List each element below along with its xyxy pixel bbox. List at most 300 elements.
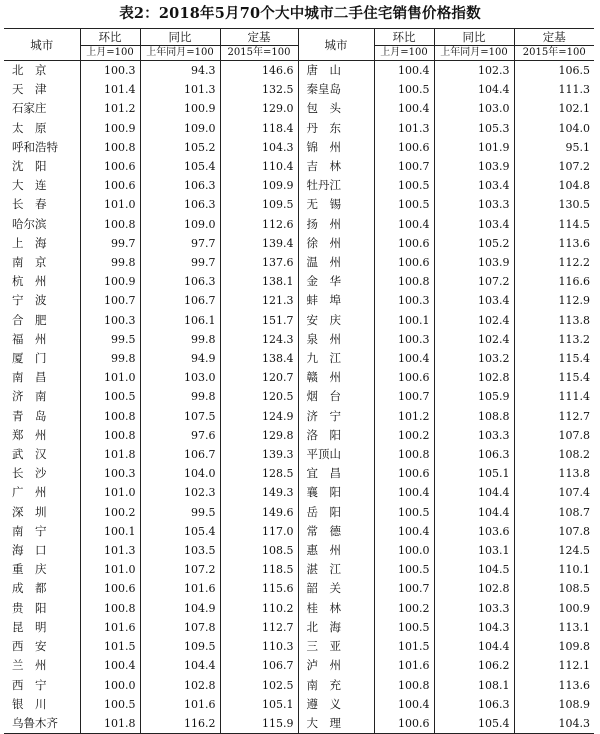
yoy-value-right: 103.0 — [434, 99, 514, 118]
city-right: 吉 林 — [298, 157, 374, 176]
table-row — [4, 234, 594, 253]
table-row — [4, 695, 594, 714]
mom-value-right: 100.4 — [374, 215, 434, 234]
base-value-right: 107.8 — [514, 522, 594, 541]
yoy-value-left: 109.0 — [140, 215, 220, 234]
base-value-right: 109.8 — [514, 637, 594, 656]
city-right: 岳 阳 — [298, 503, 374, 522]
mom-value-left: 100.9 — [80, 272, 140, 291]
city-left: 合 肥 — [12, 312, 47, 327]
city-left: 乌鲁木齐 — [12, 715, 58, 730]
mom-value-left: 101.0 — [80, 560, 140, 579]
yoy-value-right: 103.3 — [434, 426, 514, 445]
mom-value-right: 100.5 — [374, 503, 434, 522]
mom-value-left: 100.0 — [80, 676, 140, 695]
base-value-right: 106.5 — [514, 61, 594, 81]
yoy-value-right: 103.4 — [434, 215, 514, 234]
mom-value-left: 101.8 — [80, 714, 140, 733]
base-value-right: 111.4 — [514, 387, 594, 406]
table-row — [4, 503, 594, 522]
mom-value-right: 100.4 — [374, 99, 434, 118]
yoy-value-left: 104.4 — [140, 656, 220, 675]
base-value-left: 110.2 — [220, 599, 298, 618]
base-value-left: 109.9 — [220, 176, 298, 195]
mom-value-left: 100.3 — [80, 464, 140, 483]
city-left: 沈 阳 — [12, 159, 47, 174]
city-right: 烟 台 — [298, 387, 374, 406]
base-value-right: 115.4 — [514, 368, 594, 387]
city-right: 襄 阳 — [298, 483, 374, 502]
base-value-left: 110.4 — [220, 157, 298, 176]
base-value-left: 112.6 — [220, 215, 298, 234]
city-right: 徐 州 — [298, 234, 374, 253]
table-row — [4, 579, 594, 598]
city-right: 安 庆 — [298, 311, 374, 330]
city-right: 唐 山 — [298, 61, 374, 81]
mom-value-left: 101.5 — [80, 637, 140, 656]
base-value-left: 139.4 — [220, 234, 298, 253]
mom-value-left: 100.7 — [80, 291, 140, 310]
base-value-left: 109.5 — [220, 195, 298, 214]
yoy-value-right: 103.2 — [434, 349, 514, 368]
city-right: 遵 义 — [298, 695, 374, 714]
table-row — [4, 368, 594, 387]
base-value-left: 115.9 — [220, 714, 298, 733]
mom-header-left: 环比 — [80, 29, 140, 46]
city-right: 洛 阳 — [298, 426, 374, 445]
mom-value-right: 100.5 — [374, 195, 434, 214]
yoy-value-right: 103.3 — [434, 195, 514, 214]
yoy-subheader-left: 上年同月=100 — [140, 46, 220, 61]
base-value-right: 108.7 — [514, 503, 594, 522]
base-value-right: 112.1 — [514, 656, 594, 675]
city-left: 成 都 — [12, 581, 47, 596]
base-subheader-right: 2015年=100 — [514, 46, 594, 61]
mom-value-left: 101.0 — [80, 483, 140, 502]
base-value-left: 121.3 — [220, 291, 298, 310]
base-value-left: 120.5 — [220, 387, 298, 406]
yoy-value-left: 99.8 — [140, 387, 220, 406]
mom-value-left: 101.0 — [80, 195, 140, 214]
mom-value-right: 100.6 — [374, 368, 434, 387]
table-body — [4, 61, 594, 734]
city-left: 上 海 — [12, 235, 47, 250]
table-row — [4, 445, 594, 464]
city-right: 常 德 — [298, 522, 374, 541]
base-value-left: 128.5 — [220, 464, 298, 483]
table-row — [4, 176, 594, 195]
yoy-value-left: 106.3 — [140, 272, 220, 291]
base-value-left: 129.0 — [220, 99, 298, 118]
city-left: 重 庆 — [12, 562, 47, 577]
yoy-value-left: 100.9 — [140, 99, 220, 118]
city-left: 兰 州 — [12, 658, 47, 673]
base-value-left: 124.3 — [220, 330, 298, 349]
mom-value-right: 100.5 — [374, 80, 434, 99]
yoy-value-right: 101.9 — [434, 138, 514, 157]
yoy-value-right: 104.5 — [434, 560, 514, 579]
mom-value-right: 100.8 — [374, 676, 434, 695]
mom-value-right: 100.7 — [374, 157, 434, 176]
yoy-value-right: 106.2 — [434, 656, 514, 675]
base-value-right: 108.9 — [514, 695, 594, 714]
base-value-right: 113.1 — [514, 618, 594, 637]
yoy-value-right: 102.4 — [434, 311, 514, 330]
mom-value-right: 101.5 — [374, 637, 434, 656]
base-value-right: 108.5 — [514, 579, 594, 598]
table-row — [4, 714, 594, 733]
city-left: 石家庄 — [12, 101, 47, 116]
table-row — [4, 253, 594, 272]
table-title: 表2：2018年5月70个大中城市二手住宅销售价格指数 — [119, 5, 481, 22]
table-row — [4, 119, 594, 138]
mom-value-left: 100.5 — [80, 387, 140, 406]
city-right: 宜 昌 — [298, 464, 374, 483]
table-row — [4, 311, 594, 330]
city-left: 深 圳 — [12, 504, 47, 519]
mom-value-right: 100.5 — [374, 176, 434, 195]
base-value-left: 108.5 — [220, 541, 298, 560]
city-right: 无 锡 — [298, 195, 374, 214]
table-row — [4, 349, 594, 368]
mom-value-left: 101.8 — [80, 445, 140, 464]
yoy-value-left: 104.0 — [140, 464, 220, 483]
base-value-right: 115.4 — [514, 349, 594, 368]
base-value-left: 124.9 — [220, 407, 298, 426]
mom-value-right: 100.2 — [374, 599, 434, 618]
yoy-value-right: 106.3 — [434, 695, 514, 714]
yoy-value-right: 103.1 — [434, 541, 514, 560]
mom-value-right: 100.4 — [374, 349, 434, 368]
yoy-value-left: 107.2 — [140, 560, 220, 579]
yoy-value-left: 106.3 — [140, 176, 220, 195]
yoy-value-left: 107.5 — [140, 407, 220, 426]
base-value-left: 129.8 — [220, 426, 298, 445]
mom-value-left: 100.9 — [80, 119, 140, 138]
base-value-left: 118.4 — [220, 119, 298, 138]
city-left: 福 州 — [12, 331, 47, 346]
base-value-left: 106.7 — [220, 656, 298, 675]
mom-value-right: 100.1 — [374, 311, 434, 330]
mom-value-left: 100.8 — [80, 599, 140, 618]
base-value-right: 116.6 — [514, 272, 594, 291]
base-value-right: 102.1 — [514, 99, 594, 118]
city-left: 呼和浩特 — [12, 139, 58, 154]
yoy-value-left: 106.1 — [140, 311, 220, 330]
mom-value-right: 100.6 — [374, 464, 434, 483]
city-left: 南 昌 — [12, 370, 47, 385]
yoy-value-left: 107.8 — [140, 618, 220, 637]
base-value-right: 113.6 — [514, 676, 594, 695]
mom-value-right: 100.6 — [374, 138, 434, 157]
yoy-header-right: 同比 — [434, 29, 514, 46]
base-value-right: 130.5 — [514, 195, 594, 214]
yoy-value-left: 105.2 — [140, 138, 220, 157]
mom-value-left: 100.3 — [80, 61, 140, 81]
mom-value-left: 99.5 — [80, 330, 140, 349]
mom-value-left: 99.7 — [80, 234, 140, 253]
base-value-left: 138.4 — [220, 349, 298, 368]
yoy-value-right: 103.4 — [434, 176, 514, 195]
city-left: 天 津 — [12, 82, 47, 97]
base-value-right: 104.3 — [514, 714, 594, 733]
mom-value-left: 101.3 — [80, 541, 140, 560]
city-right: 平顶山 — [298, 445, 374, 464]
mom-value-left: 100.6 — [80, 176, 140, 195]
yoy-value-left: 94.9 — [140, 349, 220, 368]
yoy-value-left: 99.7 — [140, 253, 220, 272]
city-left: 宁 波 — [12, 293, 47, 308]
mom-value-right: 100.2 — [374, 426, 434, 445]
yoy-value-left: 104.9 — [140, 599, 220, 618]
table-row — [4, 272, 594, 291]
base-value-right: 112.7 — [514, 407, 594, 426]
mom-value-left: 100.3 — [80, 311, 140, 330]
mom-value-left: 101.2 — [80, 99, 140, 118]
base-value-left: 115.6 — [220, 579, 298, 598]
mom-value-right: 100.4 — [374, 695, 434, 714]
yoy-value-right: 105.9 — [434, 387, 514, 406]
table-row — [4, 464, 594, 483]
mom-value-left: 100.8 — [80, 407, 140, 426]
city-right: 蚌 埠 — [298, 291, 374, 310]
city-left: 太 原 — [12, 120, 47, 135]
yoy-value-left: 101.6 — [140, 579, 220, 598]
mom-value-right: 100.5 — [374, 618, 434, 637]
mom-value-right: 100.7 — [374, 579, 434, 598]
city-left: 贵 阳 — [12, 600, 47, 615]
yoy-value-right: 106.3 — [434, 445, 514, 464]
base-value-left: 105.1 — [220, 695, 298, 714]
table-row — [4, 80, 594, 99]
base-value-left: 104.3 — [220, 138, 298, 157]
table-row — [4, 426, 594, 445]
table-row — [4, 387, 594, 406]
base-value-right: 113.6 — [514, 234, 594, 253]
yoy-value-right: 103.9 — [434, 157, 514, 176]
city-right: 扬 州 — [298, 215, 374, 234]
base-value-left: 139.3 — [220, 445, 298, 464]
yoy-value-left: 106.7 — [140, 445, 220, 464]
table-row — [4, 541, 594, 560]
yoy-value-right: 104.4 — [434, 483, 514, 502]
yoy-value-left: 106.7 — [140, 291, 220, 310]
mom-value-right: 100.8 — [374, 445, 434, 464]
yoy-value-left: 99.8 — [140, 330, 220, 349]
city-right: 锦 州 — [298, 138, 374, 157]
yoy-value-left: 105.4 — [140, 157, 220, 176]
base-value-right: 107.4 — [514, 483, 594, 502]
city-right: 南 充 — [298, 676, 374, 695]
base-value-left: 110.3 — [220, 637, 298, 656]
base-value-right: 113.8 — [514, 311, 594, 330]
table-row — [4, 195, 594, 214]
mom-value-right: 100.8 — [374, 272, 434, 291]
yoy-value-right: 103.3 — [434, 599, 514, 618]
yoy-value-left: 105.4 — [140, 522, 220, 541]
mom-value-left: 101.4 — [80, 80, 140, 99]
yoy-value-left: 99.5 — [140, 503, 220, 522]
city-left: 青 岛 — [12, 408, 47, 423]
city-right: 秦皇岛 — [298, 80, 374, 99]
table-row — [4, 637, 594, 656]
base-value-right: 104.8 — [514, 176, 594, 195]
table-row — [4, 138, 594, 157]
table-row — [4, 407, 594, 426]
yoy-value-left: 103.0 — [140, 368, 220, 387]
yoy-value-right: 103.6 — [434, 522, 514, 541]
mom-value-right: 100.4 — [374, 522, 434, 541]
base-value-right: 111.3 — [514, 80, 594, 99]
mom-value-left: 101.0 — [80, 368, 140, 387]
city-left: 昆 明 — [12, 619, 47, 634]
yoy-subheader-right: 上年同月=100 — [434, 46, 514, 61]
yoy-value-right: 104.3 — [434, 618, 514, 637]
city-right: 湛 江 — [298, 560, 374, 579]
city-right: 赣 州 — [298, 368, 374, 387]
base-value-left: 118.5 — [220, 560, 298, 579]
mom-value-left: 100.8 — [80, 138, 140, 157]
mom-value-right: 100.7 — [374, 387, 434, 406]
mom-value-right: 101.3 — [374, 119, 434, 138]
yoy-value-right: 103.4 — [434, 291, 514, 310]
table-row — [4, 330, 594, 349]
city-left: 长 沙 — [12, 466, 47, 481]
city-left: 广 州 — [12, 485, 47, 500]
base-value-left: 151.7 — [220, 311, 298, 330]
yoy-value-left: 97.7 — [140, 234, 220, 253]
table-row — [4, 291, 594, 310]
mom-value-left: 100.4 — [80, 656, 140, 675]
mom-value-right: 100.0 — [374, 541, 434, 560]
base-value-right: 104.0 — [514, 119, 594, 138]
mom-value-right: 100.4 — [374, 483, 434, 502]
city-left: 南 京 — [12, 255, 47, 270]
yoy-value-right: 104.4 — [434, 80, 514, 99]
base-value-right: 124.5 — [514, 541, 594, 560]
base-value-left: 102.5 — [220, 676, 298, 695]
table-row — [4, 483, 594, 502]
yoy-value-right: 108.8 — [434, 407, 514, 426]
city-right: 三 亚 — [298, 637, 374, 656]
yoy-value-right: 102.3 — [434, 61, 514, 81]
city-left: 北 京 — [12, 63, 47, 77]
yoy-value-right: 105.1 — [434, 464, 514, 483]
yoy-value-right: 105.4 — [434, 714, 514, 733]
base-value-right: 113.2 — [514, 330, 594, 349]
mom-value-left: 100.6 — [80, 579, 140, 598]
yoy-value-left: 103.5 — [140, 541, 220, 560]
yoy-value-right: 108.1 — [434, 676, 514, 695]
city-left: 南 宁 — [12, 523, 47, 538]
yoy-value-right: 105.2 — [434, 234, 514, 253]
table-row — [4, 560, 594, 579]
city-left: 长 春 — [12, 197, 47, 212]
city-left: 杭 州 — [12, 274, 47, 289]
mom-value-right: 100.4 — [374, 61, 434, 81]
base-value-left: 120.7 — [220, 368, 298, 387]
yoy-value-right: 107.2 — [434, 272, 514, 291]
yoy-value-right: 104.4 — [434, 503, 514, 522]
base-value-right: 110.1 — [514, 560, 594, 579]
yoy-value-right: 102.8 — [434, 579, 514, 598]
mom-subheader-left: 上月=100 — [80, 46, 140, 61]
base-value-right: 95.1 — [514, 138, 594, 157]
yoy-value-right: 104.4 — [434, 637, 514, 656]
mom-subheader-right: 上月=100 — [374, 46, 434, 61]
city-left: 海 口 — [12, 543, 47, 558]
city-right: 金 华 — [298, 272, 374, 291]
city-left: 大 连 — [12, 178, 47, 193]
mom-value-left: 100.1 — [80, 522, 140, 541]
base-value-right: 107.8 — [514, 426, 594, 445]
mom-value-left: 100.8 — [80, 426, 140, 445]
base-value-left: 146.6 — [220, 61, 298, 81]
city-right: 九 江 — [298, 349, 374, 368]
city-right: 韶 关 — [298, 579, 374, 598]
yoy-value-left: 102.8 — [140, 676, 220, 695]
base-value-right: 107.2 — [514, 157, 594, 176]
city-right: 包 头 — [298, 99, 374, 118]
yoy-value-left: 94.3 — [140, 61, 220, 81]
table-row — [4, 215, 594, 234]
base-value-left: 149.6 — [220, 503, 298, 522]
yoy-value-right: 103.9 — [434, 253, 514, 272]
city-left: 西 安 — [12, 639, 47, 654]
mom-value-right: 100.5 — [374, 560, 434, 579]
mom-value-right: 100.6 — [374, 714, 434, 733]
yoy-value-left: 97.6 — [140, 426, 220, 445]
base-value-right: 114.5 — [514, 215, 594, 234]
mom-value-right: 101.2 — [374, 407, 434, 426]
base-value-right: 108.2 — [514, 445, 594, 464]
yoy-value-left: 109.0 — [140, 119, 220, 138]
city-right: 济 宁 — [298, 407, 374, 426]
mom-value-right: 100.3 — [374, 330, 434, 349]
mom-value-left: 99.8 — [80, 349, 140, 368]
mom-value-right: 100.6 — [374, 253, 434, 272]
city-right: 丹 东 — [298, 119, 374, 138]
base-value-left: 137.6 — [220, 253, 298, 272]
yoy-value-left: 101.6 — [140, 695, 220, 714]
yoy-value-left: 109.5 — [140, 637, 220, 656]
table-row — [4, 599, 594, 618]
base-value-left: 132.5 — [220, 80, 298, 99]
city-left: 哈尔滨 — [12, 216, 47, 231]
yoy-value-left: 101.3 — [140, 80, 220, 99]
base-value-left: 112.7 — [220, 618, 298, 637]
yoy-value-right: 102.4 — [434, 330, 514, 349]
city-right: 惠 州 — [298, 541, 374, 560]
mom-value-right: 101.6 — [374, 656, 434, 675]
base-header-right: 定基 — [514, 29, 594, 46]
mom-value-left: 100.8 — [80, 215, 140, 234]
mom-value-right: 100.3 — [374, 291, 434, 310]
base-value-right: 113.8 — [514, 464, 594, 483]
city-left: 西 宁 — [12, 677, 47, 692]
mom-header-right: 环比 — [374, 29, 434, 46]
mom-value-left: 100.5 — [80, 695, 140, 714]
table-row — [4, 676, 594, 695]
yoy-value-right: 102.8 — [434, 368, 514, 387]
mom-value-left: 99.8 — [80, 253, 140, 272]
table-row — [4, 157, 594, 176]
mom-value-left: 101.6 — [80, 618, 140, 637]
base-subheader-left: 2015年=100 — [220, 46, 298, 61]
price-index-table — [4, 28, 594, 734]
yoy-value-left: 102.3 — [140, 483, 220, 502]
base-value-left: 149.3 — [220, 483, 298, 502]
